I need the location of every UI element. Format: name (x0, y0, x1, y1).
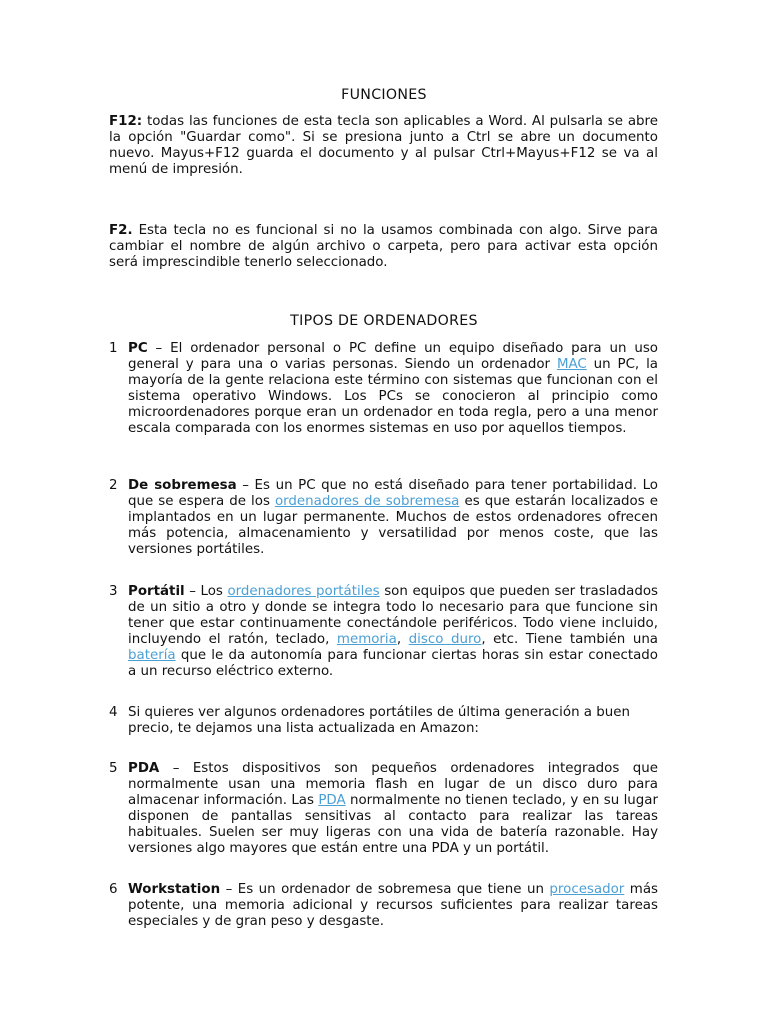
list-number: 2 (109, 478, 118, 493)
list-item-body (128, 584, 658, 681)
text-f12: todas las funciones de esta tecla son aplicables a Word. Al pulsarla se abre la opción "Guardar como". Si se presiona junto a Ctrl se abre un documento nuevo. Mayus+F12 guarda el documento y al pulsar Ctrl+Mayus+F12 se va al menú de impresión. (109, 114, 658, 178)
term-sobremesa: De sobremesa (128, 478, 237, 493)
key-f2: F2. (109, 223, 133, 238)
link-bateria[interactable]: batería (128, 648, 176, 664)
item-text: normalmente no tienen teclado, y en su lugar disponen de pantallas sensitivas al contacto para realizar las tareas habituales. Suelen ser muy ligeras con una vida de batería razonable. Hay versiones algo mayores que están entre una PDA y un portátil. (128, 793, 658, 857)
list-item-body (128, 705, 658, 737)
item-text: , (396, 632, 409, 648)
list-item (109, 705, 658, 737)
item-text: son equipos que pueden ser trasladados de un sitio a otro y donde se integra todo lo necesario para que funcione sin tener que estar continuamente conectándole periféricos. Todo viene incluido, incluyendo el ratón, teclado, (128, 584, 658, 648)
list-item (109, 584, 658, 681)
paragraph-f2 (109, 223, 658, 271)
item-text: más potente, una memoria adicional y recursos suficientes para realizar tareas especiales y de gran peso y desgaste. (128, 882, 659, 930)
item-text: es que estarán localizados e implantados en un lugar permanente. Muchos de estos ordenadores ofrecen más potencia, almacenamiento y versatilidad por menos coste, que las versiones portátiles. (128, 494, 659, 558)
item-text: – Es un PC que no está diseñado para tener portabilidad. Lo que se espera de los (128, 478, 659, 510)
item-text: – El ordenador personal o PC define un equipo diseñado para un uso general y para una o varias personas. Siendo un ordenador (128, 341, 658, 373)
term-portatil: Portátil (128, 584, 185, 599)
list-item (109, 341, 658, 438)
item-text: , etc. Tiene también una (481, 632, 659, 648)
link-ordenadores-sobremesa[interactable]: ordenadores de sobremesa (274, 494, 460, 510)
item-text: – Es un ordenador de sobremesa que tiene un (220, 882, 550, 897)
link-ordenadores-portatiles[interactable]: ordenadores portátiles (227, 584, 380, 599)
term-pc: PC (128, 341, 148, 356)
text-f2: Esta tecla no es funcional si no la usamos combinada con algo. Sirve para cambiar el nombre de algún archivo o carpeta, pero para activar esta opción será imprescindible tenerlo seleccionado. (109, 223, 658, 271)
list-number: 5 (109, 761, 118, 776)
item-text: – Los (184, 584, 228, 599)
list-item-body (128, 882, 658, 930)
list-item (109, 478, 658, 558)
item-text: Si quieres ver algunos ordenadores portátiles de última generación a buen precio, te dejamos una lista actualizada en Amazon: (128, 705, 630, 737)
item-text: – Estos dispositivos son pequeños ordenadores integrados que normalmente usan una memoria flash en lugar de un disco duro para almacenar información. Las (128, 761, 658, 809)
list-item-body (128, 761, 658, 858)
term-pda: PDA (128, 761, 160, 776)
section-title-tipos: TIPOS DE ORDENADORES (290, 313, 478, 329)
link-procesador[interactable]: procesador (549, 882, 625, 897)
list-item-body (128, 478, 658, 558)
list-number: 4 (109, 705, 118, 720)
item-text: que le da autonomía para funcionar ciertas horas sin estar conectado a un recurso eléctrico externo. (128, 648, 658, 680)
list-number: 3 (109, 584, 118, 599)
link-pda[interactable]: PDA (318, 793, 346, 809)
paragraph-f12 (109, 114, 658, 178)
list-number: 1 (109, 341, 118, 356)
section-title-funciones: FUNCIONES (341, 87, 427, 103)
list-item (109, 761, 658, 858)
list-number: 6 (109, 882, 118, 897)
key-f12: F12: (109, 114, 143, 129)
item-text: un PC, la mayoría de la gente relaciona este término con sistemas que funcionan con el sistema operativo Windows. Los PCs se conocieron al principio como microordenadores porque eran un ordenador en toda regla, pero a una menor escala comparada con los enormes sistemas en uso por aquellos tiempos. (128, 357, 658, 437)
list-item-body (128, 341, 658, 438)
link-memoria[interactable]: memoria (336, 632, 397, 648)
link-mac[interactable]: MAC (556, 357, 587, 373)
list-item (109, 882, 658, 930)
link-disco-duro[interactable]: disco duro (408, 632, 482, 648)
term-workstation: Workstation (128, 882, 221, 897)
